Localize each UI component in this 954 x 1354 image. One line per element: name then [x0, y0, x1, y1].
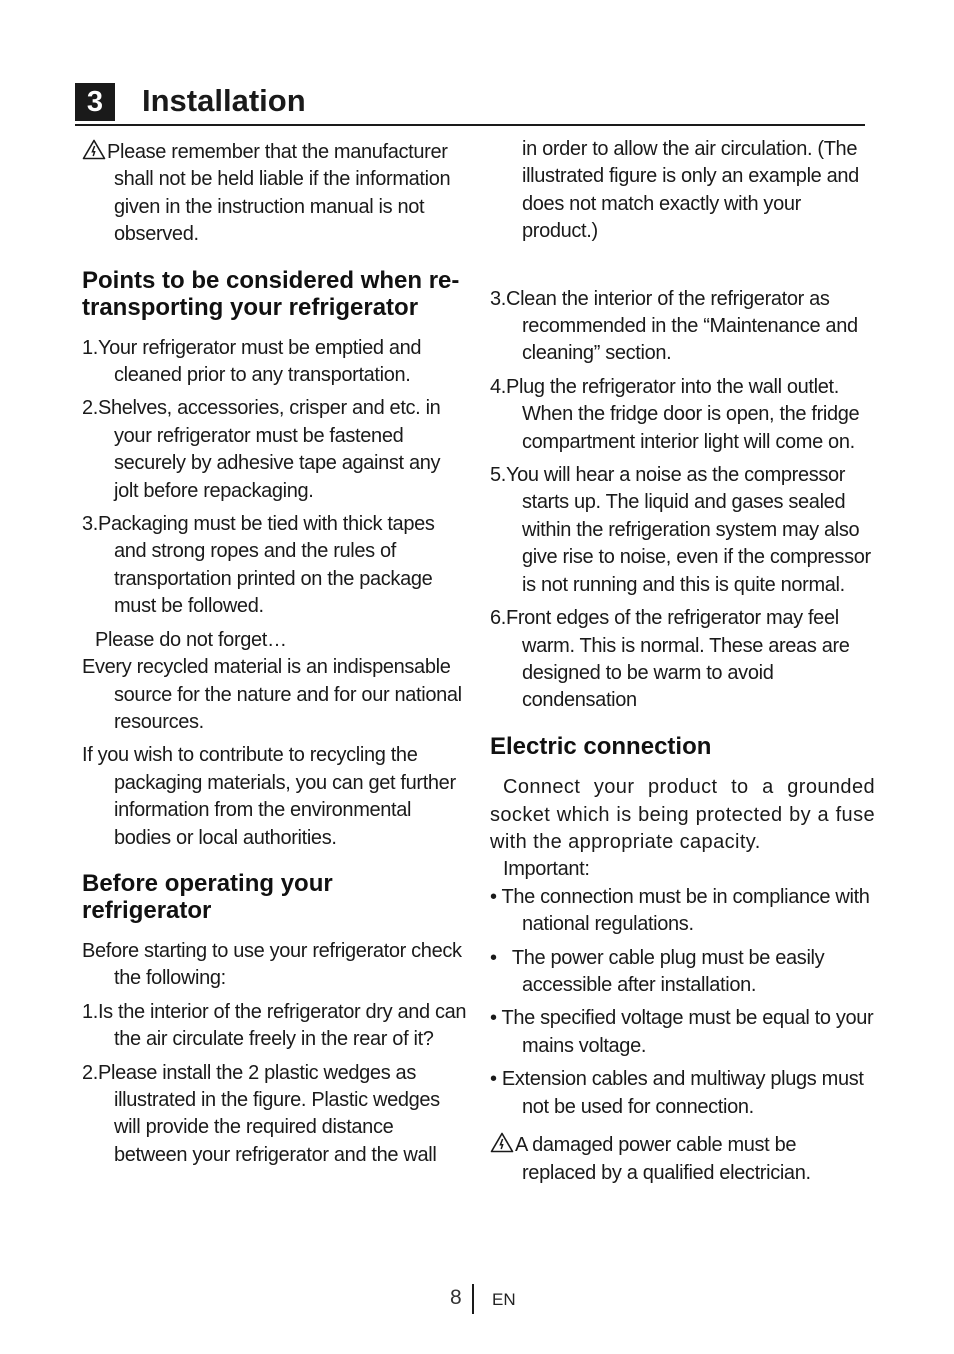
- left-column: [82, 136, 467, 1169]
- warning-text: A damaged power cable must be replaced by a qualified electrician.: [515, 1134, 811, 1184]
- bullet-list: [490, 884, 875, 1121]
- list-item: 6.Front edges of the refrigerator may feel warm. This is normal. These areas are designed to be warm to avoid condensation: [490, 607, 850, 712]
- warning-text: Please remember that the manufacturer shall not be held liable if the information given in the instruction manual is not observed.: [107, 141, 451, 246]
- recycle-paragraph: If you wish to contribute to recycling the packaging materials, you can get further information from the environmental bodies or local authorities.: [82, 744, 456, 849]
- important-label: Important:: [503, 858, 590, 881]
- connect-paragraph: Connect your product to a grounded socket which is being protected by a fuse with the appropriate capacity.: [490, 776, 875, 854]
- reminder-text: Please do not forget…: [95, 628, 287, 651]
- chapter-title: Installation: [142, 83, 306, 118]
- list-item: 2.Shelves, accessories, crisper and etc. in your refrigerator must be fastened securely by adhesive tape against any jolt before repackaging.: [82, 397, 441, 502]
- list-item: 3.Packaging must be tied with thick tapes and strong ropes and the rules of transportation printed on the package must be followed.: [82, 513, 435, 618]
- warning-paragraph: [490, 1132, 875, 1187]
- list-item: 2.Please install the 2 plastic wedges as illustrated in the figure. Plastic wedges will provide the required distance between your refrigerator and the wall: [82, 1061, 440, 1166]
- bullet-item: • Extension cables and multiway plugs must not be used for connection.: [490, 1068, 864, 1118]
- bullet-item: • The specified voltage must be equal to your mains voltage.: [490, 1007, 874, 1057]
- warning-paragraph: [82, 139, 467, 249]
- warning-triangle-icon: [82, 139, 106, 160]
- steps-list: [490, 286, 875, 715]
- footer-divider: [472, 1284, 474, 1314]
- bullet-item: • The connection must be in compliance with national regulations.: [490, 885, 870, 936]
- list-item: 5.You will hear a noise as the compressor starts up. The liquid and gases sealed within the refrigeration system may also give rise to noise, even if the compressor is not running and this is quite normal.: [490, 464, 871, 596]
- chapter-number-badge: 3: [75, 83, 115, 121]
- chapter-header: [75, 80, 865, 126]
- right-column: [490, 136, 875, 1187]
- bullet-item: • The power cable plug must be easily accessible after installation.: [490, 946, 830, 997]
- continued-paragraph: in order to allow the air circulation. (The illustrated figure is only an example and does not match exactly with your product.): [522, 138, 859, 243]
- transport-list: [82, 335, 467, 621]
- list-item: 1.Your refrigerator must be emptied and cleaned prior to any transportation.: [82, 336, 422, 387]
- list-item: 1.Is the interior of the refrigerator dry and can the air circulate freely in the rear of it?: [82, 1000, 467, 1051]
- section-heading-electric: Electric connection: [490, 732, 712, 760]
- page-number: 8: [450, 1286, 462, 1309]
- before-intro: Before starting to use your refrigerator check the following:: [82, 939, 462, 990]
- warning-triangle-icon: [490, 1132, 514, 1153]
- list-item: 3.Clean the interior of the refrigerator as recommended in the “Maintenance and cleaning” section.: [490, 287, 858, 365]
- section-heading-before-operating: Before operating your refrigerator: [82, 869, 333, 925]
- section-heading-transport: Points to be considered when re-transporting your refrigerator: [82, 266, 460, 322]
- list-item: 4.Plug the refrigerator into the wall outlet. When the fridge door is open, the fridge compartment interior light will come on.: [490, 375, 860, 453]
- recycle-paragraph: Every recycled material is an indispensable source for the nature and for our national resources.: [82, 656, 462, 733]
- language-label: EN: [492, 1290, 516, 1309]
